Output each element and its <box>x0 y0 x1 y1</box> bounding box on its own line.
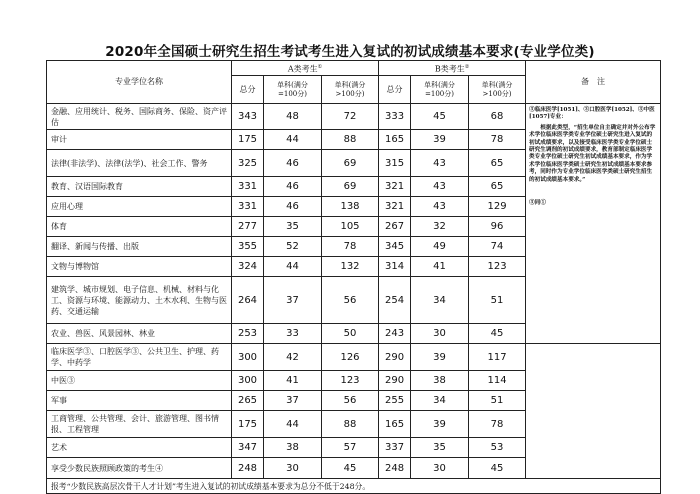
footer-note: 报考“少数民族高层次骨干人才计划”考生进入复试的初试成绩基本要求为总分不低于248分。 <box>47 479 661 494</box>
major-name: 农业、兽医、风景园林、林业 <box>47 324 232 344</box>
score-b-total: 337 <box>379 438 411 458</box>
score-a-sub100: 41 <box>264 371 322 391</box>
score-table <box>46 60 661 494</box>
score-a-sub100: 44 <box>264 130 322 150</box>
score-a-sub-over100: 132 <box>322 257 379 277</box>
major-name: 审计 <box>47 130 232 150</box>
score-a-total: 331 <box>232 177 264 197</box>
score-b-sub-over100: 51 <box>469 391 526 411</box>
score-b-sub100: 45 <box>411 104 469 130</box>
score-b-total: 290 <box>379 344 411 371</box>
header-a-total: 总分 <box>232 76 264 104</box>
major-name: 建筑学、城市规划、电子信息、机械、材料与化工、资源与环境、能源动力、土木水利、生物与医药、交通运输 <box>47 277 232 324</box>
major-name: 应用心理 <box>47 197 232 217</box>
score-a-total: 300 <box>232 371 264 391</box>
score-a-sub-over100: 57 <box>322 438 379 458</box>
score-b-sub-over100: 123 <box>469 257 526 277</box>
score-b-sub100: 34 <box>411 277 469 324</box>
major-name: 教育、汉语国际教育 <box>47 177 232 197</box>
score-a-total: 324 <box>232 257 264 277</box>
score-b-sub100: 49 <box>411 237 469 257</box>
score-b-total: 255 <box>379 391 411 411</box>
score-b-total: 165 <box>379 411 411 438</box>
score-b-sub100: 35 <box>411 438 469 458</box>
score-b-sub100: 41 <box>411 257 469 277</box>
score-a-sub100: 33 <box>264 324 322 344</box>
score-a-sub-over100: 72 <box>322 104 379 130</box>
score-a-sub100: 38 <box>264 438 322 458</box>
score-a-total: 325 <box>232 150 264 177</box>
major-name: 翻译、新闻与传播、出版 <box>47 237 232 257</box>
header-a-sub100: 单科(满分 =100分) <box>264 76 322 104</box>
major-name: 法律(非法学)、法律(法学)、社会工作、警务 <box>47 150 232 177</box>
major-name: 军事 <box>47 391 232 411</box>
score-b-total: 248 <box>379 458 411 479</box>
score-b-total: 315 <box>379 150 411 177</box>
score-b-total: 321 <box>379 177 411 197</box>
major-name: 工商管理、公共管理、会计、旅游管理、图书情报、工程管理 <box>47 411 232 438</box>
score-a-sub100: 48 <box>264 104 322 130</box>
score-a-sub-over100: 88 <box>322 411 379 438</box>
score-b-sub100: 38 <box>411 371 469 391</box>
header-major-name: 专业学位名称 <box>47 61 232 104</box>
table-row <box>47 104 661 130</box>
score-b-sub-over100: 129 <box>469 197 526 217</box>
score-a-total: 175 <box>232 411 264 438</box>
header-remarks: 备 注 <box>526 61 661 104</box>
score-b-sub100: 34 <box>411 391 469 411</box>
header-b-sub-over100: 单科(满分 >100分) <box>469 76 526 104</box>
score-a-sub-over100: 45 <box>322 458 379 479</box>
score-a-sub100: 52 <box>264 237 322 257</box>
score-b-sub100: 43 <box>411 177 469 197</box>
score-b-sub-over100: 68 <box>469 104 526 130</box>
score-a-sub100: 46 <box>264 177 322 197</box>
score-a-sub100: 46 <box>264 150 322 177</box>
score-a-sub-over100: 50 <box>322 324 379 344</box>
score-a-sub-over100: 123 <box>322 371 379 391</box>
page-title: 2020年全国硕士研究生招生考试考生进入复试的初试成绩基本要求(专业学位类) <box>105 44 595 60</box>
score-a-total: 264 <box>232 277 264 324</box>
score-a-sub-over100: 69 <box>322 177 379 197</box>
score-b-total: 333 <box>379 104 411 130</box>
score-b-sub-over100: 53 <box>469 438 526 458</box>
major-name: 中医③ <box>47 371 232 391</box>
score-b-sub-over100: 45 <box>469 324 526 344</box>
score-a-total: 355 <box>232 237 264 257</box>
score-a-total: 175 <box>232 130 264 150</box>
score-a-sub-over100: 88 <box>322 130 379 150</box>
score-a-total: 248 <box>232 458 264 479</box>
score-b-sub-over100: 78 <box>469 130 526 150</box>
major-name: 体育 <box>47 217 232 237</box>
score-b-sub100: 43 <box>411 197 469 217</box>
score-b-sub100: 39 <box>411 344 469 371</box>
header-group-b: B类考生② <box>379 61 526 76</box>
major-name: 享受少数民族照顾政策的考生④ <box>47 458 232 479</box>
header-b-sub100: 单科(满分 =100分) <box>411 76 469 104</box>
remarks-block-2 <box>526 344 661 479</box>
score-b-sub-over100: 74 <box>469 237 526 257</box>
score-a-sub-over100: 56 <box>322 391 379 411</box>
score-b-total: 290 <box>379 371 411 391</box>
score-a-sub100: 30 <box>264 458 322 479</box>
score-a-sub-over100: 126 <box>322 344 379 371</box>
score-b-sub-over100: 78 <box>469 411 526 438</box>
score-b-sub-over100: 51 <box>469 277 526 324</box>
score-a-sub100: 35 <box>264 217 322 237</box>
score-b-total: 345 <box>379 237 411 257</box>
score-a-sub-over100: 78 <box>322 237 379 257</box>
score-a-total: 277 <box>232 217 264 237</box>
score-b-total: 267 <box>379 217 411 237</box>
score-a-total: 331 <box>232 197 264 217</box>
score-b-sub-over100: 114 <box>469 371 526 391</box>
major-name: 艺术 <box>47 438 232 458</box>
score-a-total: 343 <box>232 104 264 130</box>
score-b-total: 321 <box>379 197 411 217</box>
score-b-sub100: 39 <box>411 130 469 150</box>
header-b-total: 总分 <box>379 76 411 104</box>
score-a-sub-over100: 69 <box>322 150 379 177</box>
score-a-sub100: 37 <box>264 277 322 324</box>
major-name: 金融、应用统计、税务、国际商务、保险、资产评估 <box>47 104 232 130</box>
score-a-sub100: 42 <box>264 344 322 371</box>
score-a-sub100: 44 <box>264 257 322 277</box>
score-a-sub-over100: 56 <box>322 277 379 324</box>
score-a-sub-over100: 105 <box>322 217 379 237</box>
score-a-total: 347 <box>232 438 264 458</box>
score-a-total: 300 <box>232 344 264 371</box>
score-b-sub100: 32 <box>411 217 469 237</box>
score-a-total: 253 <box>232 324 264 344</box>
score-b-sub100: 30 <box>411 458 469 479</box>
header-group-a: A类考生① <box>232 61 379 76</box>
score-b-sub-over100: 45 <box>469 458 526 479</box>
score-a-sub100: 44 <box>264 411 322 438</box>
header-a-sub-over100: 单科(满分 >100分) <box>322 76 379 104</box>
score-b-total: 243 <box>379 324 411 344</box>
score-b-sub100: 30 <box>411 324 469 344</box>
score-a-total: 265 <box>232 391 264 411</box>
score-b-sub-over100: 65 <box>469 150 526 177</box>
score-a-sub-over100: 138 <box>322 197 379 217</box>
major-name: 临床医学③、口腔医学③、公共卫生、护理、药学、中药学 <box>47 344 232 371</box>
score-b-total: 165 <box>379 130 411 150</box>
score-b-sub100: 39 <box>411 411 469 438</box>
major-name: 文物与博物馆 <box>47 257 232 277</box>
score-b-total: 314 <box>379 257 411 277</box>
remarks-block-1: ③临床医学[1051]、③口腔医学[1052]、③中医[1057]专业： 根据此类型，“招生单位自主确定并对外公布学术学位临床医学类专业学位硕士研究生进入复试的初试成绩要求，以及接受临床医学类专业学位硕士研究生调剂的初试成绩要求，教育部制定临床医学类专业学位硕士研究生初试成绩基本要求，作为学术学位临床医学类硕士研究生初试成绩基本要求参考，同时作为专业学位临床医学类硕士研究生招生的初试成绩基本要求。” ③同① <box>526 104 661 344</box>
score-b-sub-over100: 65 <box>469 177 526 197</box>
score-b-sub-over100: 117 <box>469 344 526 371</box>
score-b-total: 254 <box>379 277 411 324</box>
score-a-sub100: 37 <box>264 391 322 411</box>
score-b-sub-over100: 96 <box>469 217 526 237</box>
score-b-sub100: 43 <box>411 150 469 177</box>
table-row <box>47 344 661 371</box>
score-a-sub100: 46 <box>264 197 322 217</box>
